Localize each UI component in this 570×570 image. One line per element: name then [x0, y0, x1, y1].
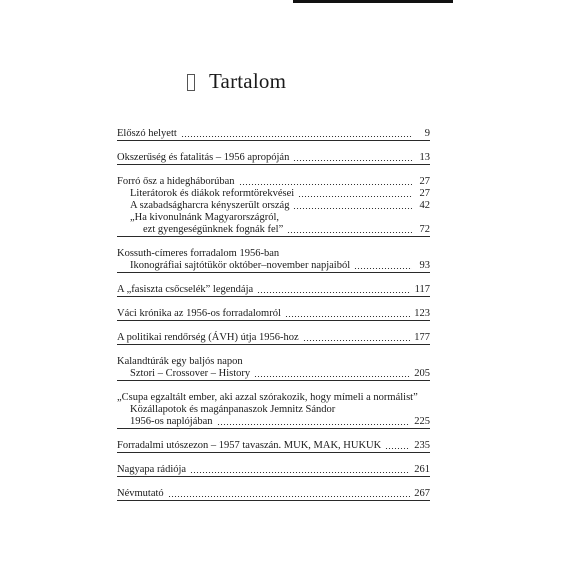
- entry-title: A politikai rendőrség (ÁVH) útja 1956-hoz: [117, 332, 299, 343]
- toc-entry: [117, 308, 430, 321]
- leader-dots: [257, 292, 410, 293]
- toc-entry: [117, 356, 430, 381]
- page-number: 261: [414, 464, 430, 475]
- page-number: 267: [414, 488, 430, 499]
- book-mark-icon: [187, 74, 195, 91]
- entry-title: Névmutató: [117, 488, 164, 499]
- page-number: 117: [414, 284, 430, 295]
- page-title: Tartalom: [209, 69, 287, 93]
- table-of-contents: [117, 128, 430, 501]
- page-number: 177: [414, 332, 430, 343]
- leader-dots: [254, 376, 410, 377]
- page-number: 123: [414, 308, 430, 319]
- entry-title: Okszerűség és fatalitás – 1956 apropóján: [117, 152, 290, 163]
- entry-title: Forró ősz a hidegháborúban: [117, 176, 235, 187]
- leader-dots: [293, 208, 412, 209]
- entry-title: Forradalmi utószezon – 1957 tavaszán. MUK, MAK, HUKUK: [117, 440, 382, 451]
- leader-dots: [354, 268, 412, 269]
- page-number: 93: [419, 260, 430, 271]
- top-rule: [293, 0, 453, 3]
- subentry-title: A szabadságharcra kényszerült ország: [130, 200, 290, 211]
- leader-dots: [168, 496, 411, 497]
- toc-entry: [117, 248, 430, 273]
- page-number: 9: [424, 128, 430, 139]
- leader-dots: [303, 340, 411, 341]
- leader-dots: [287, 232, 412, 233]
- entry-title: A „fasiszta csőcselék” legendája: [117, 284, 254, 295]
- toc-entry: [117, 488, 430, 501]
- entry-title: Nagyapa rádiója: [117, 464, 187, 475]
- subentry-title: Sztori – Crossover – History: [130, 368, 251, 379]
- entry-title: „Csupa egzaltált ember, aki azzal szórakozik, hogy mímeli a normálist”: [117, 392, 418, 403]
- page-number: 205: [414, 368, 430, 379]
- leader-dots: [285, 316, 410, 317]
- leader-dots: [217, 424, 411, 425]
- subentry-title: Literátorok és diákok reformtörekvései: [130, 188, 295, 199]
- entry-title: Váci krónika az 1956-os forradalomról: [117, 308, 281, 319]
- subentry-title: Ikonográfiai sajtótükör október–november napjaiból: [130, 260, 351, 271]
- page-number: 27: [419, 176, 430, 187]
- toc-entry: [117, 440, 430, 453]
- page-number: 13: [419, 152, 430, 163]
- page-number: 225: [414, 416, 430, 427]
- entry-title: Kalandtúrák egy baljós napon: [117, 356, 243, 367]
- page-number: 27: [419, 188, 430, 199]
- page-number: 235: [414, 440, 430, 451]
- toc-entry: [117, 176, 430, 237]
- page-number: 42: [419, 200, 430, 211]
- page-heading: [187, 69, 286, 94]
- subentry-title: 1956-os naplójában: [130, 416, 213, 427]
- page-number: 72: [419, 224, 430, 235]
- leader-dots: [190, 472, 410, 473]
- entry-title: Kossuth-címeres forradalom 1956-ban: [117, 248, 280, 259]
- leader-dots: [298, 196, 412, 197]
- toc-entry: [117, 128, 430, 141]
- subentry-title: ezt gyengeségünknek fognák fel”: [143, 224, 284, 235]
- subentry-title: Közállapotok és magánpanaszok Jemnitz Sándor: [130, 404, 336, 415]
- subentry-title: „Ha kivonulnánk Magyarországról,: [130, 212, 279, 223]
- leader-dots: [293, 160, 412, 161]
- toc-entry: [117, 464, 430, 477]
- toc-entry: [117, 332, 430, 345]
- leader-dots: [239, 184, 412, 185]
- entry-title: Előszó helyett: [117, 128, 177, 139]
- toc-entry: [117, 284, 430, 297]
- leader-dots: [385, 448, 410, 449]
- toc-entry: [117, 152, 430, 165]
- leader-dots: [181, 136, 412, 137]
- toc-entry: [117, 392, 430, 429]
